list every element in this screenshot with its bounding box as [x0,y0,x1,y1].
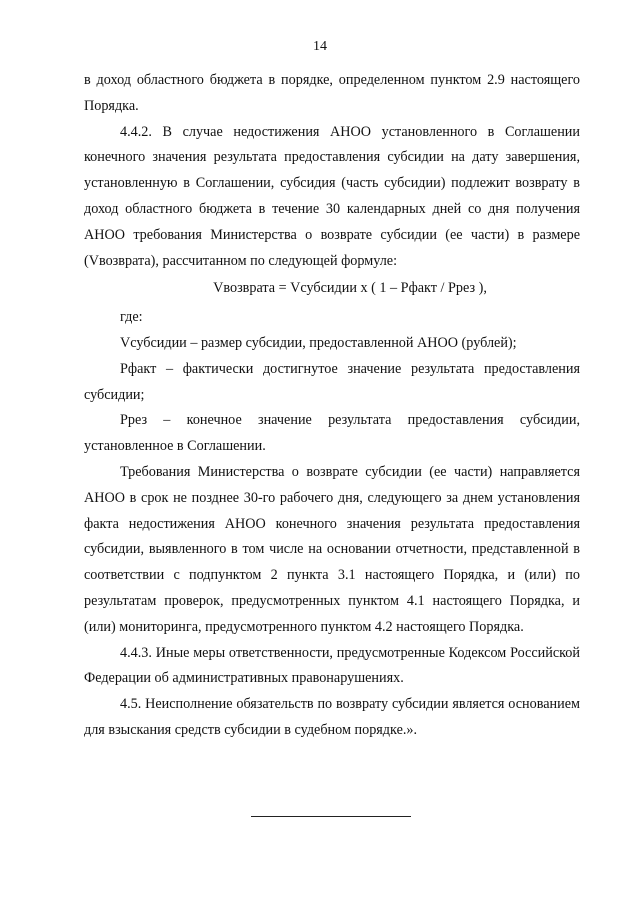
end-separator-line [251,816,411,817]
return-formula: Vвозврата = Vсубсидии x ( 1 – Рфакт / Ррез ), [213,280,487,297]
paragraph-4-4-2: 4.4.2. В случае недостижения АНОО установленного в Соглашении конечного значения результата предоставления субсидии на дату завершения, установленную в Соглашении, субсидия (часть субсидии) подлежит возврату в доход областного бюджета в течение 30 календарных дней со дня получения АНОО требования Министерства о возврате субсидии (ее части) в размере (Vвозврата), рассчитанном по следующей формуле: [84,123,580,269]
definition-vsubsidii: Vсубсидии – размер субсидии, предоставленной АНОО (рублей); [120,334,517,351]
definition-rrez: Ррез – конечное значение результата предоставления субсидии, установленное в Соглашении. [84,412,580,455]
paragraph-requirements: Требования Министерства о возврате субсидии (ее части) направляется АНОО в срок не позднее 30-го рабочего дня, следующего за днем установления факта недостижения АНОО конечного значения результата предоставления субсидии, выявленного в том числе на основании отчетности, представленной в соответствии с подпунктом 2 пункта 3.1 настоящего Порядка, и (или) по результатам проверок, предусмотренных пунктом 4.1 настоящего Порядка, и (или) мониторинга, предусмотренного пунктом 4.2 настоящего Порядка. [84,463,580,635]
definition-rfakt: Рфакт – фактически достигнутое значение результата предоставления субсидии; [84,360,580,403]
paragraph-continuation: в доход областного бюджета в порядке, определенном пунктом 2.9 настоящего Порядка. [84,72,580,114]
paragraph-where: где: [120,309,143,326]
paragraph-4-4-3: 4.4.3. Иные меры ответственности, предусмотренные Кодексом Российской Федерации об административных правонарушениях. [84,644,580,687]
document-body [84,68,580,744]
page-number: 14 [313,39,327,54]
paragraph-4-5: 4.5. Неисполнение обязательств по возврату субсидии является основанием для взыскания средств субсидии в судебном порядке.». [84,696,580,738]
